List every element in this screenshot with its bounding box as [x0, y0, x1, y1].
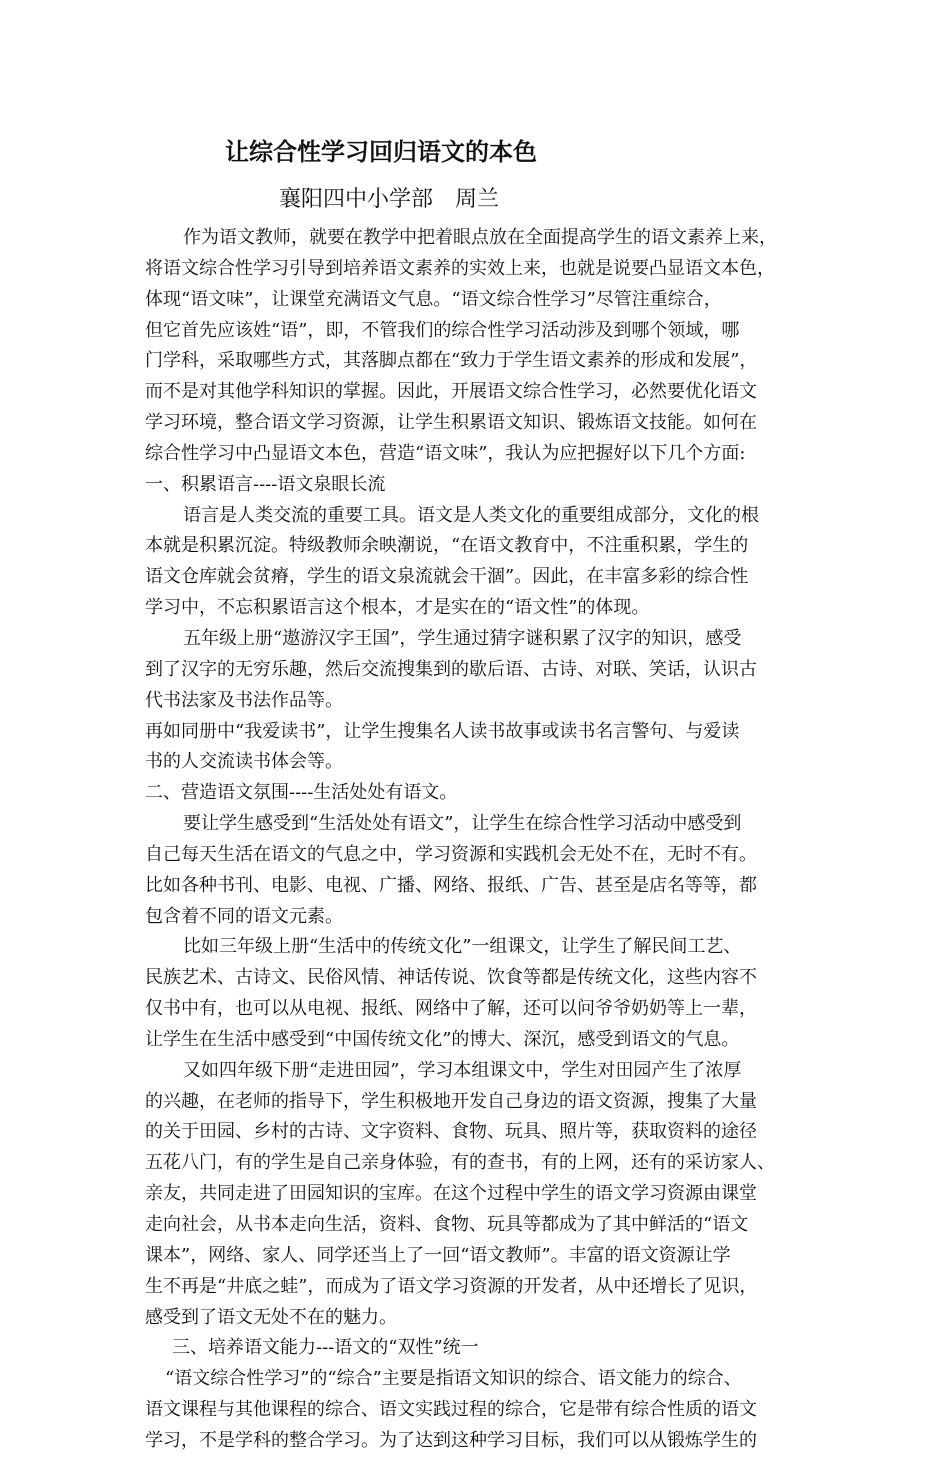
paragraph-line: 五年级上册“遨游汉字王国”，学生通过猜字谜积累了汉字的知识，感受 [183, 627, 742, 649]
paragraph-line: 综合性学习中凸显语文本色，营造“语文味”，我认为应把握好以下几个方面: [145, 442, 746, 464]
paragraph-line: 语文仓库就会贫瘠，学生的语文泉流就会干涸”。因此，在丰富多彩的综合性 [145, 566, 749, 588]
paragraph-line: 的关于田园、乡村的古诗、文字资料、食物、玩具、照片等，获取资料的途径 [145, 1121, 757, 1143]
paragraph-line: 亲友，共同走进了田园知识的宝库。在这个过程中学生的语文学习资源由课堂 [145, 1183, 757, 1205]
paragraph-line: 代书法家及书法作品等。 [145, 689, 343, 711]
paragraph-line: 作为语文教师，就要在教学中把着眼点放在全面提高学生的语文素养上来， [183, 227, 777, 248]
section-heading: 三、培养语文能力---语文的“双性”统一 [172, 1337, 479, 1359]
paragraph-line: 五花八门，有的学生是自己亲身体验，有的查书，有的上网，还有的采访家人、 [145, 1152, 775, 1174]
paragraph-line: 仅书中有，也可以从电视、报纸、网络中了解，还可以问爷爷奶奶等上一辈， [145, 998, 757, 1020]
paragraph-line: 门学科，采取哪些方式，其落脚点都在“致力于学生语文素养的形成和发展”， [145, 350, 758, 372]
document-title: 让综合性学习回归语文的本色 [225, 138, 537, 166]
paragraph-line: 再如同册中“我爱读书”，让学生搜集名人读书故事或读书名言警句、与爱读 [145, 720, 740, 742]
paragraph-line: 民族艺术、古诗文、民俗风情、神话传说、饮食等都是传统文化，这些内容不 [145, 967, 757, 989]
paragraph-line: 学习环境，整合语文学习资源，让学生积累语文知识、锻炼语文技能。如何在 [145, 412, 757, 434]
paragraph-line: 要让学生感受到“生活处处有语文”，让学生在综合性学习活动中感受到 [183, 813, 742, 835]
paragraph-line: 的兴趣，在老师的指导下，学生积极地开发自己身边的语文资源，搜集了大量 [145, 1090, 757, 1112]
document-author: 襄阳四中小学部 周兰 [279, 187, 500, 212]
section-heading: 一、积累语言----语文泉眼长流 [145, 473, 386, 495]
paragraph-line: 而不是对其他学科知识的掌握。因此，开展语文综合性学习，必然要优化语文 [145, 381, 757, 403]
paragraph-line: 让学生在生活中感受到“中国传统文化”的博大、深沉，感受到语文的气息。 [145, 1028, 740, 1050]
paragraph-line: “语文综合性学习”的“综合”主要是指语文知识的综合、语文能力的综合、 [165, 1368, 742, 1390]
paragraph-line: 体现“语文味”，让课堂充满语文气息。“语文综合性学习”尽管注重综合， [145, 288, 722, 310]
paragraph-line: 比如三年级上册“生活中的传统文化”一组课文，让学生了解民间工艺、 [183, 936, 742, 958]
paragraph-line: 本就是积累沉淀。特级教师余映潮说，“在语文教育中，不注重积累，学生的 [145, 535, 749, 557]
paragraph-line: 但它首先应该姓“语”，即，不管我们的综合性学习活动涉及到哪个领域，哪 [145, 319, 740, 341]
paragraph-line: 又如四年级下册“走进田园”，学习本组课文中，学生对田园产生了浓厚 [183, 1059, 742, 1081]
paragraph-line: 包含着不同的语文元素。 [145, 905, 343, 927]
paragraph-line: 学习中，不忘积累语言这个根本，才是实在的“语文性”的体现。 [145, 597, 650, 619]
paragraph-line: 到了汉字的无穷乐趣，然后交流搜集到的歇后语、古诗、对联、笑话，认识古 [145, 658, 757, 680]
paragraph-line: 语文课程与其他课程的综合、语文实践过程的综合，它是带有综合性质的语文 [145, 1399, 757, 1421]
paragraph-line: 将语文综合性学习引导到培养语文素养的实效上来，也就是说要凸显语文本色， [145, 257, 775, 279]
document-body [145, 223, 825, 1457]
paragraph-line: 比如各种书刊、电影、电视、广播、网络、报纸、广告、甚至是店名等等，都 [145, 874, 757, 896]
paragraph-line: 学习，不是学科的整合学习。为了达到这种学习目标，我们可以从锻炼学生的 [145, 1429, 757, 1451]
paragraph-line: 自己每天生活在语文的气息之中，学习资源和实践机会无处不在，无时不有。 [145, 843, 757, 865]
paragraph-line: 生不再是“井底之蛙”，而成为了语文学习资源的开发者，从中还增长了见识， [145, 1275, 758, 1297]
paragraph-line: 走向社会，从书本走向生活，资料、食物、玩具等都成为了其中鲜活的“语文 [145, 1214, 749, 1235]
paragraph-line: 课本”，网络、家人、同学还当上了一回“语文教师”。丰富的语文资源让学 [145, 1244, 731, 1266]
paragraph-line: 书的人交流读书体会等。 [145, 751, 343, 773]
section-heading: 二、营造语文氛围----生活处处有语文。 [145, 782, 458, 804]
paragraph-line: 语言是人类交流的重要工具。语文是人类文化的重要组成部分，文化的根 [183, 504, 759, 526]
paragraph-line: 感受到了语文无处不在的魅力。 [145, 1306, 397, 1328]
